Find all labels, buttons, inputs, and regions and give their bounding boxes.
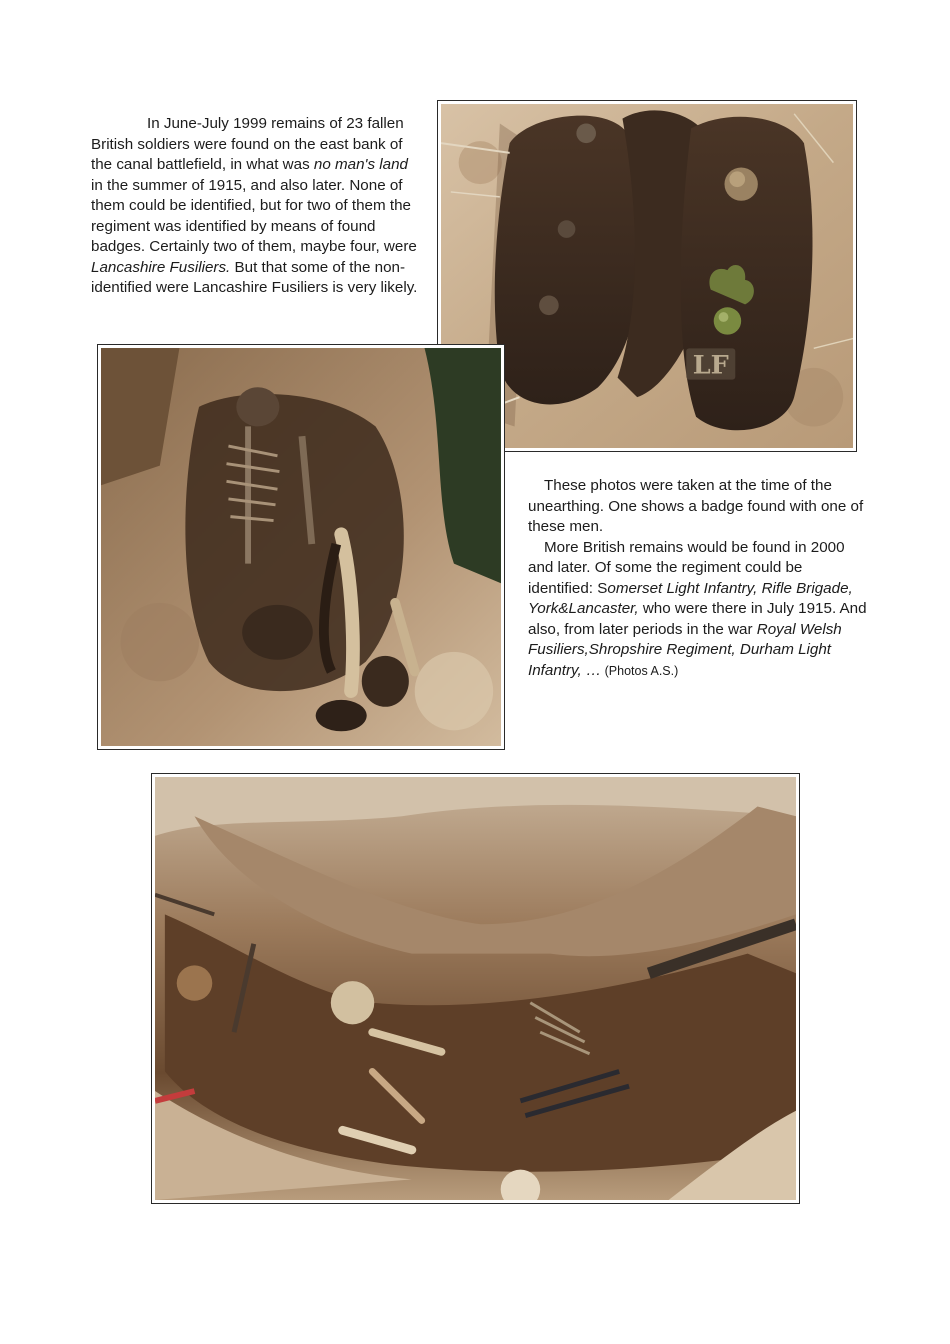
caption-text-1: These photos were taken at the time of the unearthing. One shows a badge found with one of these men.: [528, 477, 864, 535]
intro-text-lancashire: Lancashire Fusiliers.: [91, 258, 231, 276]
intro-text-3: But that some of the non-identified were Lancashire Fusiliers is very likely.: [91, 258, 418, 296]
caption-text-3: who were there in July 1915. And also, from later periods in the war: [528, 600, 867, 638]
intro-paragraph: [91, 114, 421, 299]
caption-regiments-1915: omerset Light Infantry, Rifle Brigade, York&Lancaster,: [528, 579, 853, 617]
skeleton-photo-image: [101, 348, 501, 746]
photo-trench-remains: [151, 773, 800, 1204]
caption-para-1: [528, 476, 868, 538]
caption-text-2: More British remains would be found in 2000 and later. Of some the regiment could be identified: S: [528, 538, 845, 597]
intro-text-1: In June-July 1999 remains of 23 fallen British soldiers were found on the east bank of the canal battlefield, in what was: [91, 115, 404, 173]
caption-paragraphs: [528, 476, 868, 681]
caption-para-2: [528, 538, 868, 682]
intro-text-no-mans-land: no man's land: [313, 156, 408, 173]
photo-credit: (Photos A.S.): [601, 663, 679, 678]
badge-lf-letters: LF: [692, 350, 729, 381]
intro-text-2: in the summer of 1915, and also later. None of them could be identified, but for two of them the regiment was identified by means of found badges. Certainly two of them, maybe four, were: [91, 176, 417, 255]
photo-skeleton-excavation: [97, 344, 505, 750]
trench-photo-image: [155, 777, 796, 1200]
caption-regiments-later: Royal Welsh Fusiliers,Shropshire Regiment, Durham Light Infantry, …: [528, 620, 842, 679]
